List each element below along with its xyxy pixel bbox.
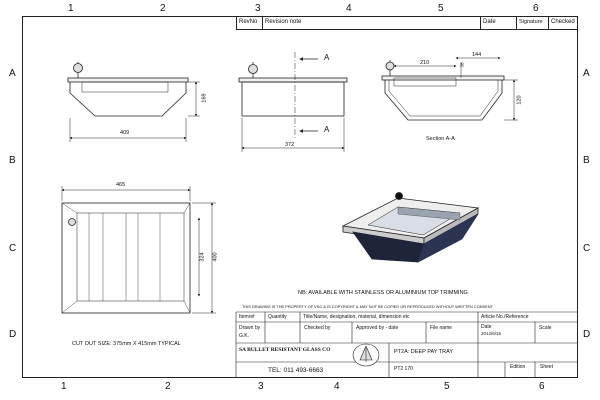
section-dim-120: 120 — [516, 95, 523, 105]
file-name-label: File name — [430, 325, 452, 331]
side-dim-width: 372 — [285, 142, 295, 148]
zone-row-b-right: B — [583, 155, 590, 166]
rev-no-header: RevNo — [236, 16, 262, 29]
zone-col-3-top: 3 — [255, 3, 261, 14]
zone-row-d-right: D — [583, 329, 591, 340]
zone-col-6-bottom: 6 — [539, 381, 545, 392]
checked-header: Checked — [548, 16, 578, 29]
zone-row-d-left: D — [9, 329, 17, 340]
zone-col-6-top: 6 — [533, 3, 539, 14]
cutout-note: CUT OUT SIZE: 375mm X 415mm TYPICAL — [72, 341, 181, 347]
side-view — [239, 52, 347, 152]
property-notice: THIS DRAWING IS THE PROPERTY OF VSG & IS COPYRIGHT & MAY NOT BE COPIED OR REPRODUCED WITHOUT WRITTEN CONSENT — [242, 304, 493, 309]
section-dim-210: 210 — [420, 60, 430, 66]
zone-col-2-bottom: 2 — [165, 381, 171, 392]
plan-view — [62, 186, 216, 313]
zone-row-b-left: B — [9, 155, 16, 166]
zone-row-c-left: C — [9, 243, 17, 254]
front-view — [68, 62, 200, 142]
front-dim-height: 169 — [201, 93, 208, 103]
article-header: Article No./Reference — [481, 314, 529, 320]
zone-col-4-bottom: 4 — [334, 381, 340, 392]
drawn-by-value: G.K. — [239, 333, 250, 339]
approved-by-label: Approved by - date — [356, 325, 399, 331]
plan-dim-width: 465 — [116, 182, 126, 188]
section-view — [382, 58, 518, 120]
section-dim-38: 38 — [459, 62, 465, 68]
date-label: Date — [481, 324, 492, 330]
rev-date-header: Date — [480, 16, 516, 29]
plan-dim-outer: 400 — [212, 252, 219, 262]
scale-label: Scale — [539, 325, 552, 331]
telephone: TEL: 011 493-6663 — [268, 367, 324, 374]
trim-note: NB: AVAILABLE WITH STAINLESS OR ALUMINIUM TOP TRIMMING — [298, 290, 468, 296]
plan-dim-inner: 324 — [199, 252, 206, 262]
zone-row-a-left: A — [9, 68, 16, 79]
zone-row-c-right: C — [583, 243, 591, 254]
zone-col-2-top: 2 — [160, 3, 166, 14]
drawing-title: PT2A: DEEP PAY TRAY — [394, 349, 453, 355]
part-number: PT2 170 — [394, 366, 413, 372]
section-marker-top: A — [324, 53, 330, 62]
company-logo — [353, 344, 379, 366]
company-name: SA BULLET RESISTANT GLASS CO — [239, 347, 331, 353]
section-caption: Section A-A — [426, 136, 455, 142]
edition-label: Edition — [510, 364, 526, 370]
signature-header: Signature — [516, 16, 548, 29]
section-dim-144: 144 — [472, 52, 482, 58]
isometric-view — [343, 193, 478, 263]
quantity-header: Quantity — [268, 314, 287, 320]
date-value: 2012/6/15 — [481, 331, 502, 336]
revision-note-header: Revision note — [262, 16, 480, 29]
front-dim-width: 409 — [120, 130, 130, 136]
zone-col-5-bottom: 5 — [444, 381, 450, 392]
drawn-by-label: Drawn by — [239, 325, 261, 331]
checked-by-label: Checked by — [304, 325, 331, 331]
zone-col-3-bottom: 3 — [258, 381, 264, 392]
zone-col-1-bottom: 1 — [61, 381, 67, 392]
section-marker-bottom: A — [324, 125, 330, 134]
zone-col-4-top: 4 — [346, 3, 352, 14]
title-header: Title/Name, designation, material, dimension etc — [303, 314, 410, 320]
zone-row-a-right: A — [583, 68, 590, 79]
sheet-label: Sheet — [540, 364, 554, 370]
zone-col-1-top: 1 — [68, 3, 74, 14]
zone-col-5-top: 5 — [438, 3, 444, 14]
itemref-header: Itemref — [239, 314, 255, 320]
